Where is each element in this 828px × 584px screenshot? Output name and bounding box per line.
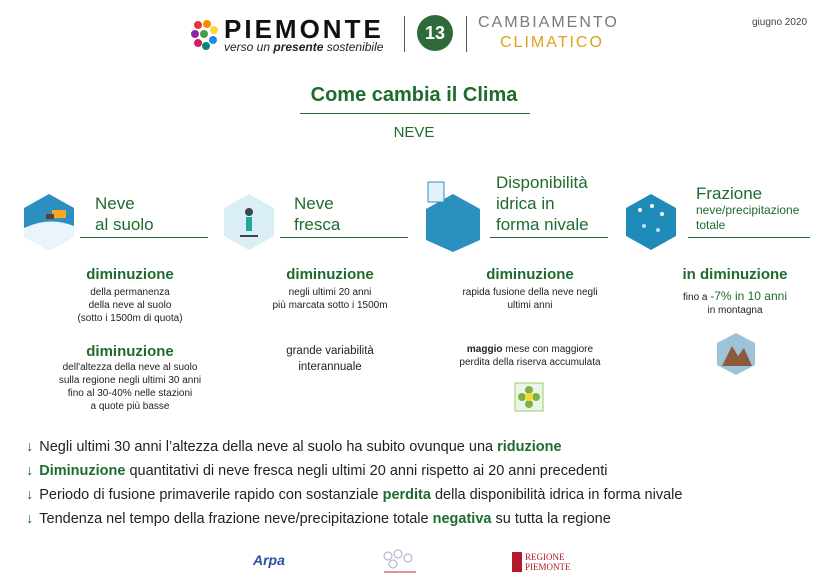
skier-icon (222, 192, 276, 252)
col1-title: Neve al suolo (95, 194, 154, 234)
col2-text1: negli ultimi 20 anni più marcata sotto i 1500m (272, 287, 388, 311)
col3-text2: maggio mese con maggiore perdita della riserva accumulata (459, 344, 601, 368)
arpa-logo: Arpa (253, 552, 285, 568)
snowplow-icon (22, 192, 76, 252)
brand-subtitle: verso un presente sostenibile (224, 40, 384, 54)
col4-headline1: in diminuzione (682, 266, 788, 283)
col1-text2: dell'altezza della neve al suolo sulla regione negli ultimi 30 anni fino al 30-40% nelle stazioni a quote più basse (58, 362, 202, 412)
col1-underline (80, 237, 208, 238)
col3-title: Disponibilità idrica in forma nivale (496, 173, 589, 234)
col3-headline1: diminuzione (486, 266, 574, 283)
col2-title: Neve fresca (294, 194, 341, 234)
regione-logo: REGIONE PIEMONTE (525, 552, 571, 572)
title-underline (300, 113, 530, 114)
col1-headline2: diminuzione (86, 343, 174, 360)
snow-rain-icon (624, 192, 678, 252)
theme-line1: CAMBIAMENTO (478, 14, 619, 31)
col2-text2: grande variabilità interannuale (286, 345, 374, 373)
flower-icon (514, 382, 544, 412)
piemonte-logo-icon (190, 18, 220, 52)
bullet-2: ↓ Diminuzione quantitativi di neve fresca negli ultimi 20 anni rispetto ai 20 anni precedenti (26, 463, 608, 479)
col4-title-sub: neve/precipitazione totale (696, 203, 800, 232)
col4-title: Frazione (696, 184, 763, 203)
col4-text1: fino a -7% in 10 anni in montagna (683, 289, 787, 316)
network-logo-icon (380, 548, 420, 576)
col1-text1: della permanenza della neve al suolo (sotto i 1500m di quota) (77, 287, 183, 324)
header-divider-2 (466, 16, 467, 52)
col3-text1: rapida fusione della neve negli ultimi anni (462, 287, 598, 311)
col3-underline (490, 237, 608, 238)
page-subtitle: NEVE (393, 124, 435, 141)
theme-line2: CLIMATICO (500, 34, 604, 51)
col1-headline1: diminuzione (86, 266, 174, 283)
col4-underline (688, 237, 810, 238)
bullet-1: ↓ Negli ultimi 30 anni l’altezza della neve al suolo ha subito ovunque una riduzione (26, 439, 562, 455)
brand-title: PIEMONTE (224, 14, 384, 44)
water-glass-icon (422, 180, 484, 252)
bullet-4: ↓ Tendenza nel tempo della frazione neve/precipitazione totale negativa su tutta la regione (26, 511, 611, 527)
col2-underline (280, 237, 408, 238)
header-divider (404, 16, 405, 52)
col2-headline1: diminuzione (286, 266, 374, 283)
goal-number-badge: 13 (417, 15, 453, 51)
bullet-3: ↓ Periodo di fusione primaverile rapido con sostanziale perdita della disponibilità idrica in forma nivale (26, 487, 683, 503)
regione-shield-icon (512, 552, 522, 572)
mountain-icon (716, 332, 756, 376)
page-title: Come cambia il Clima (310, 84, 518, 106)
date-label: giugno 2020 (752, 17, 808, 28)
